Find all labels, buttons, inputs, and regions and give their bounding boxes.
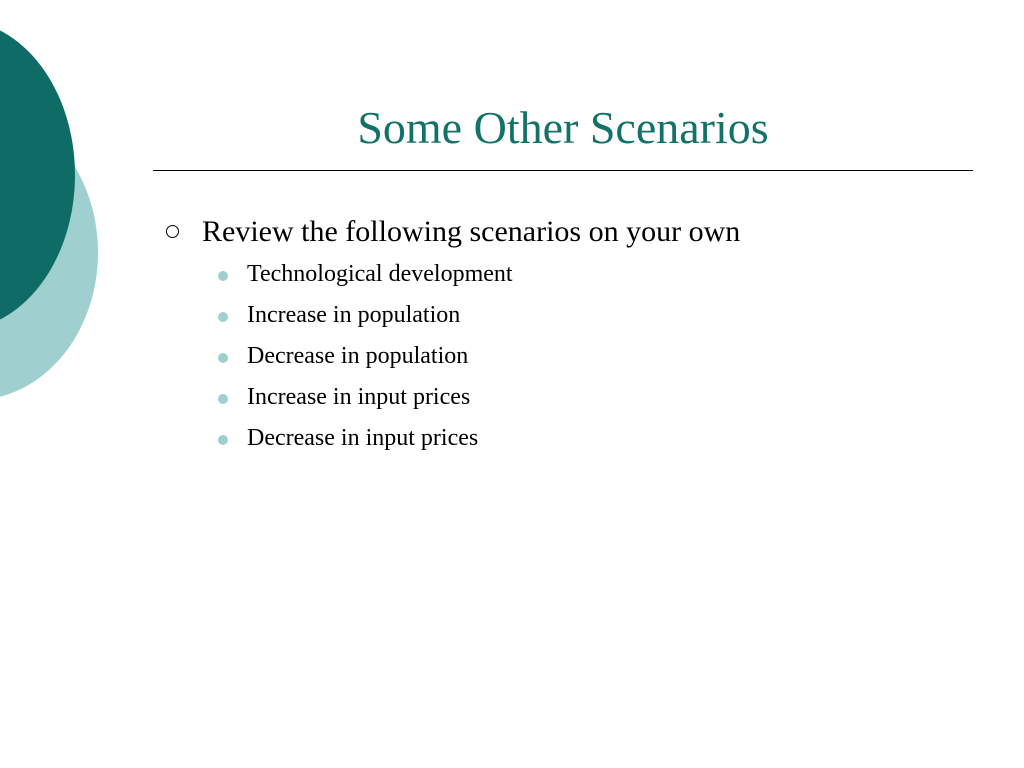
sub-bullet-text: Increase in input prices	[247, 384, 471, 410]
sub-bullet-text: Technological development	[247, 261, 513, 287]
sub-bullet-item	[164, 295, 964, 336]
bullet-text: Review the following scenarios on your own	[202, 215, 741, 248]
sub-bullet-item	[164, 418, 964, 459]
dot-bullet-icon	[218, 394, 228, 404]
sub-bullet-text: Decrease in population	[247, 343, 469, 369]
dot-bullet-icon	[218, 353, 228, 363]
dot-bullet-icon	[218, 271, 228, 281]
sub-bullet-text: Decrease in input prices	[247, 425, 479, 451]
sub-bullet-item	[164, 377, 964, 418]
slide-body	[164, 210, 964, 459]
dot-bullet-icon	[218, 312, 228, 322]
sub-bullet-text: Increase in population	[247, 302, 461, 328]
bullet-item	[164, 210, 964, 254]
title-divider	[153, 170, 973, 171]
sub-bullet-item	[164, 336, 964, 377]
hollow-circle-bullet-icon	[166, 225, 179, 238]
sub-bullet-item	[164, 254, 964, 295]
slide-title: Some Other Scenarios	[357, 102, 769, 153]
sub-bullet-list	[164, 254, 964, 459]
dot-bullet-icon	[218, 435, 228, 445]
